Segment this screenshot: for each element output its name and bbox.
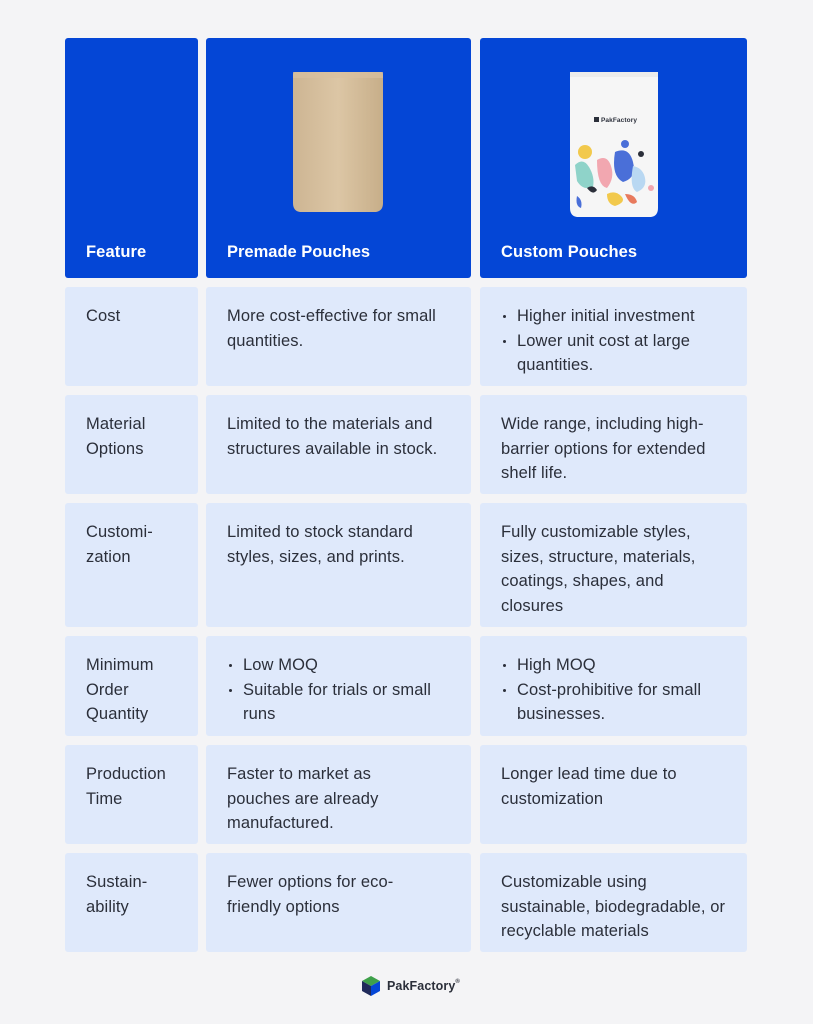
kraft-pouch-image [290,69,386,215]
header-custom-label: Custom Pouches [501,243,638,261]
row-customization-feature [65,503,198,627]
row-cost-premade-text: More cost-effective for small quantities. [227,307,436,350]
row-material-feature-label: Material Options [86,415,146,458]
header-premade-label-text: Premade Pouches [227,243,371,261]
row-production-premade [206,745,471,844]
row-moq-feature-label: Minimum Order Quantity [86,656,154,723]
row-cost-premade [206,287,471,386]
pakfactory-logo [361,975,460,997]
row-material-premade-text: Limited to the materials and structures available in stock. [227,415,438,458]
header-feature-cell [65,38,198,278]
list-item: Low MOQ [227,653,451,678]
row-sustainability-feature-label: Sustain-ability [86,873,148,916]
row-material-custom-text: Wide range, including high-barrier options for extended shelf life. [501,415,706,482]
row-cost-feature [65,287,198,386]
row-production-feature-label: Production Time [86,765,166,808]
header-custom-cell [480,38,747,278]
row-production-premade-text: Faster to market as pouches are already manufactured. [227,765,379,832]
row-production-feature [65,745,198,844]
row-material-feature [65,395,198,494]
row-cost-custom-list [501,304,727,378]
row-material-custom [480,395,747,494]
row-customization-custom-text: Fully customizable styles, sizes, structure, materials, coatings, shapes, and closures [501,523,696,615]
list-item: Cost-prohibitive for small businesses. [501,678,727,727]
row-sustainability-premade [206,853,471,952]
row-production-custom [480,745,747,844]
logo-brand-text: PakFactory [387,979,456,993]
custom-pouch-image [567,70,661,220]
trademark-symbol: ® [455,979,460,985]
row-sustainability-feature [65,853,198,952]
row-sustainability-custom [480,853,747,952]
header-feature-label: Feature [86,243,147,261]
cube-logo-icon [361,975,381,997]
list-item: Higher initial investment [501,304,727,329]
row-moq-custom [480,636,747,736]
row-moq-custom-list [501,653,727,727]
list-item: Suitable for trials or small runs [227,678,451,727]
row-material-premade [206,395,471,494]
row-production-custom-text: Longer lead time due to customization [501,765,677,808]
logo-wordmark [387,979,460,993]
row-customization-feature-label: Customi-zation [86,523,153,566]
row-customization-custom [480,503,747,627]
list-item: Lower unit cost at large quantities. [501,329,727,378]
custom-pouch-brand: PakFactory [601,117,638,124]
row-moq-premade-list [227,653,451,727]
row-customization-premade-text: Limited to stock standard styles, sizes, and prints. [227,523,413,566]
row-sustainability-premade-text: Fewer options for eco-friendly options [227,873,394,916]
list-item: High MOQ [501,653,727,678]
row-sustainability-custom-text: Customizable using sustainable, biodegradable, or recyclable materials [501,873,726,940]
header-premade-label-wrap [227,241,370,263]
row-cost-custom [480,287,747,386]
row-customization-premade [206,503,471,627]
row-moq-premade [206,636,471,736]
row-cost-feature-label: Cost [86,307,121,325]
row-moq-feature [65,636,198,736]
